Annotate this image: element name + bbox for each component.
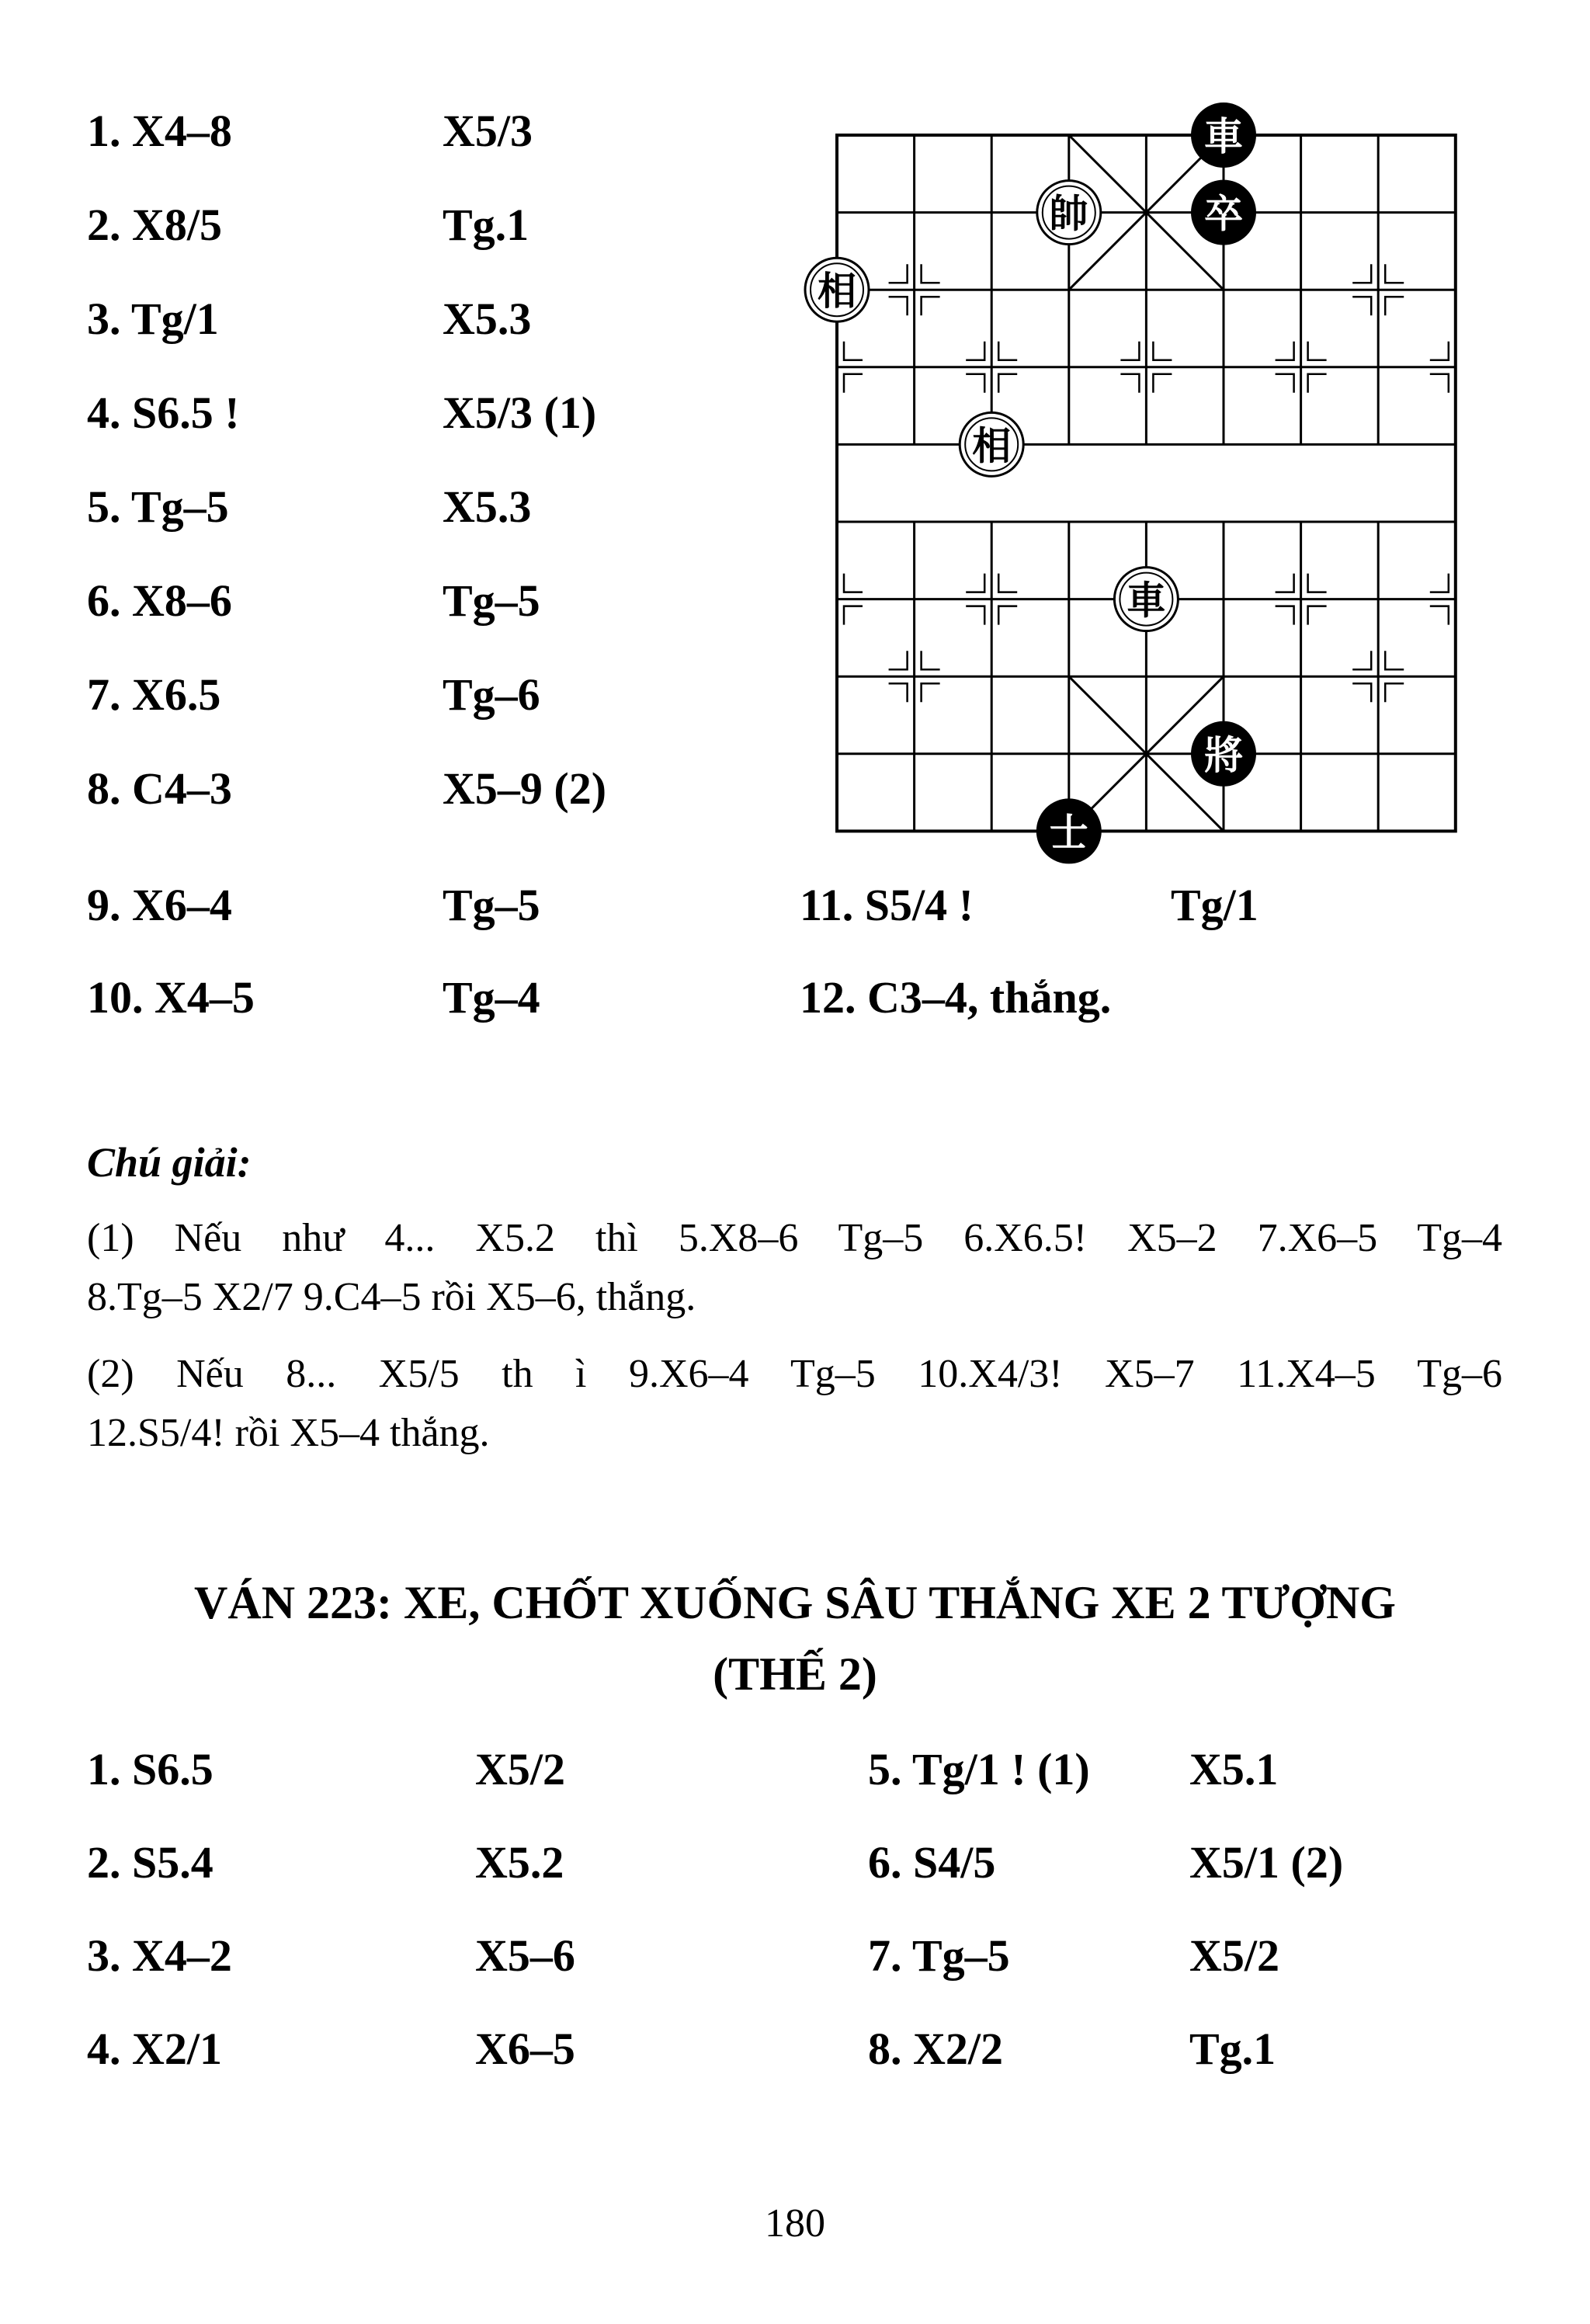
- xiangqi-piece: [1114, 568, 1178, 631]
- xiangqi-piece: [1037, 799, 1101, 863]
- black-move: Tg.1: [1189, 2024, 1276, 2074]
- red-move: 1. S6.5: [87, 1744, 214, 1794]
- board-grid: [837, 135, 1456, 831]
- black-move: X5/2: [475, 1744, 565, 1794]
- black-move: Tg–5: [443, 880, 540, 930]
- piece-label: 車: [1204, 114, 1243, 159]
- piece-label: 將: [1204, 732, 1243, 778]
- red-move: 6. X8–6: [87, 575, 232, 626]
- red-move: 5. Tg–5: [87, 481, 229, 532]
- red-move: 5. Tg/1 ! (1): [868, 1744, 1090, 1794]
- piece-label: 相: [818, 269, 856, 314]
- black-move: X5/2: [1189, 1930, 1279, 1981]
- red-move: 7. Tg–5: [868, 1930, 1010, 1981]
- red-move: 6. S4/5: [868, 1837, 996, 1888]
- note-2-line-1: (2) Nếu 8... X5/5 th ì 9.X6–4 Tg–5 10.X4/3! X5–7 11.X4–5 Tg–6: [87, 1352, 1502, 1396]
- black-move: Tg–6: [443, 669, 540, 720]
- red-move: 7. X6.5: [87, 669, 221, 720]
- red-move: 2. X8/5: [87, 200, 222, 250]
- piece-label: 卒: [1204, 191, 1243, 237]
- red-move: 2. S5.4: [87, 1837, 214, 1888]
- red-move: 12. C3–4, thắng.: [800, 972, 1112, 1023]
- black-move: X5.1: [1189, 1744, 1279, 1794]
- black-move: X5.3: [443, 294, 532, 344]
- piece-label: 士: [1049, 810, 1088, 856]
- game-heading: [0, 1567, 1590, 1710]
- xiangqi-piece: [1192, 722, 1255, 786]
- black-move: X5–6: [475, 1930, 575, 1981]
- note-1: [87, 1209, 1502, 1327]
- game-heading-line-1: VÁN 223: XE, CHỐT XUỐNG SÂU THẮNG XE 2 TƯỢNG: [194, 1577, 1396, 1628]
- black-move: Tg–5: [443, 575, 540, 626]
- red-move: 1. X4–8: [87, 106, 232, 156]
- xiangqi-piece: [1192, 181, 1255, 245]
- page-number: 180: [765, 2201, 825, 2246]
- black-move: X5.3: [443, 481, 532, 532]
- red-move: 8. X2/2: [868, 2024, 1003, 2074]
- red-move: 9. X6–4: [87, 880, 232, 930]
- note-1-line-1: (1) Nếu như 4... X5.2 thì 5.X8–6 Tg–5 6.X6.5! X5–2 7.X6–5 Tg–4: [87, 1216, 1502, 1260]
- red-move: 8. C4–3: [87, 763, 232, 814]
- red-move: 4. S6.5 !: [87, 387, 240, 438]
- black-move: X5/3: [443, 106, 533, 156]
- red-move: 10. X4–5: [87, 972, 255, 1023]
- red-move: 3. Tg/1: [87, 294, 219, 344]
- piece-label: 車: [1127, 578, 1166, 624]
- notes-title: Chú giải:: [87, 1139, 252, 1186]
- note-2: [87, 1345, 1502, 1463]
- note-2-line-2: 12.S5/4! rồi X5–4 thắng.: [87, 1411, 490, 1455]
- red-move: 11. S5/4 !: [800, 880, 974, 930]
- black-move: Tg–4: [443, 972, 540, 1023]
- black-move: X5/1 (2): [1189, 1837, 1344, 1888]
- xiangqi-piece: [805, 258, 869, 321]
- black-move: X5.2: [475, 1837, 564, 1888]
- xiangqi-piece: [1037, 181, 1101, 245]
- black-move: Tg/1: [1171, 880, 1258, 930]
- red-move: 3. X4–2: [87, 1930, 232, 1981]
- black-move: X6–5: [475, 2024, 575, 2074]
- piece-label: 帥: [1049, 191, 1088, 237]
- note-1-line-2: 8.Tg–5 X2/7 9.C4–5 rồi X5–6, thắng.: [87, 1275, 696, 1319]
- game-heading-line-2: (THẾ 2): [713, 1648, 877, 1700]
- black-move: X5/3 (1): [443, 387, 597, 438]
- black-move: Tg.1: [443, 200, 529, 250]
- black-move: X5–9 (2): [443, 763, 607, 814]
- xiangqi-board: [0, 0, 1590, 885]
- xiangqi-piece: [1192, 103, 1255, 167]
- red-move: 4. X2/1: [87, 2024, 222, 2074]
- piece-label: 相: [972, 423, 1012, 469]
- xiangqi-piece: [960, 412, 1023, 476]
